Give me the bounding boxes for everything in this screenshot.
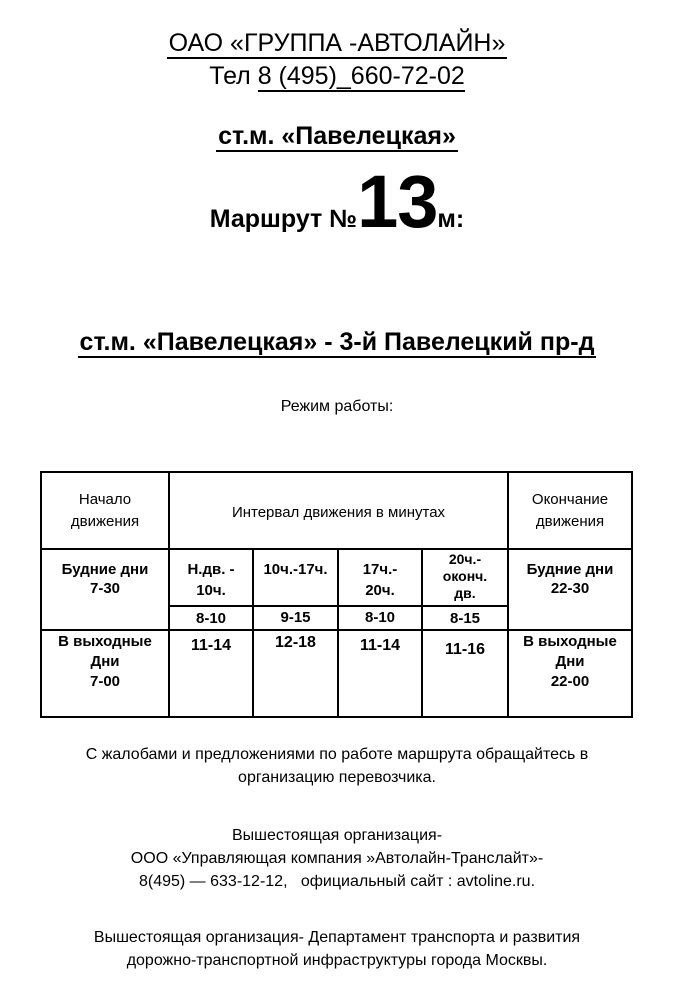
route-number: 13 (357, 160, 438, 243)
route-name: ст.м. «Павелецкая» - 3-й Павелецкий пр-д (79, 328, 595, 356)
station-title: ст.м. «Павелецкая» (218, 122, 456, 150)
period-header: 17ч.- 20ч. (362, 561, 398, 599)
weekday-start: Будние дни 7-30 (61, 561, 149, 597)
period-header: 10ч.-17ч. (263, 561, 328, 578)
route-label: Маршрут № (209, 205, 358, 233)
phone-prefix: Тел (209, 62, 251, 90)
weekend-interval: 11-16 (444, 641, 486, 658)
phone-line (0, 61, 674, 91)
route-suffix: м: (437, 205, 465, 233)
weekday-interval: 8-10 (195, 610, 227, 627)
end-header: Окончание движения (531, 491, 609, 530)
table-divider (168, 605, 507, 607)
start-header: Начало движения (70, 491, 140, 530)
work-mode-label: Режим работы: (280, 398, 394, 415)
department-note: Вышестоящая организация- Департамент транспорта и развития дорожно-транспортной инфраструктуры города Москвы. (93, 929, 581, 969)
weekday-interval: 8-15 (449, 610, 481, 627)
interval-header: Интервал движения в минутах (231, 504, 446, 521)
table-divider (42, 548, 631, 550)
weekend-interval: 12-18 (275, 634, 316, 651)
phone-number: 8 (495)_660-72-02 (257, 62, 465, 90)
weekend-interval: 11-14 (190, 637, 232, 654)
complaints-note: С жалобами и предложениями по работе маршрута обращайтесь в организацию перевозчика. (85, 746, 589, 786)
route-heading (0, 162, 674, 242)
table-divider (42, 629, 631, 631)
period-header: Н.дв. - 10ч. (187, 561, 235, 599)
period-header: 20ч.- оконч. дв. (442, 551, 488, 601)
schedule-table (40, 471, 633, 718)
weekend-interval: 11-14 (359, 637, 401, 654)
company-name: ОАО «ГРУППА -АВТОЛАЙН» (168, 29, 506, 57)
weekday-interval: 9-15 (280, 609, 311, 626)
weekend-start: В выходные Дни 7-00 (58, 633, 152, 690)
weekday-end: Будние дни 22-30 (526, 561, 614, 597)
parent-organization: Вышестоящая организация- ООО «Управляющая компания »Автолайн-Транслайт»- 8(495) — 633-12-12, официальный сайт : avtoline.ru. (130, 827, 544, 890)
weekend-end: В выходные Дни 22-00 (523, 633, 617, 690)
weekday-interval: 8-10 (364, 609, 396, 626)
